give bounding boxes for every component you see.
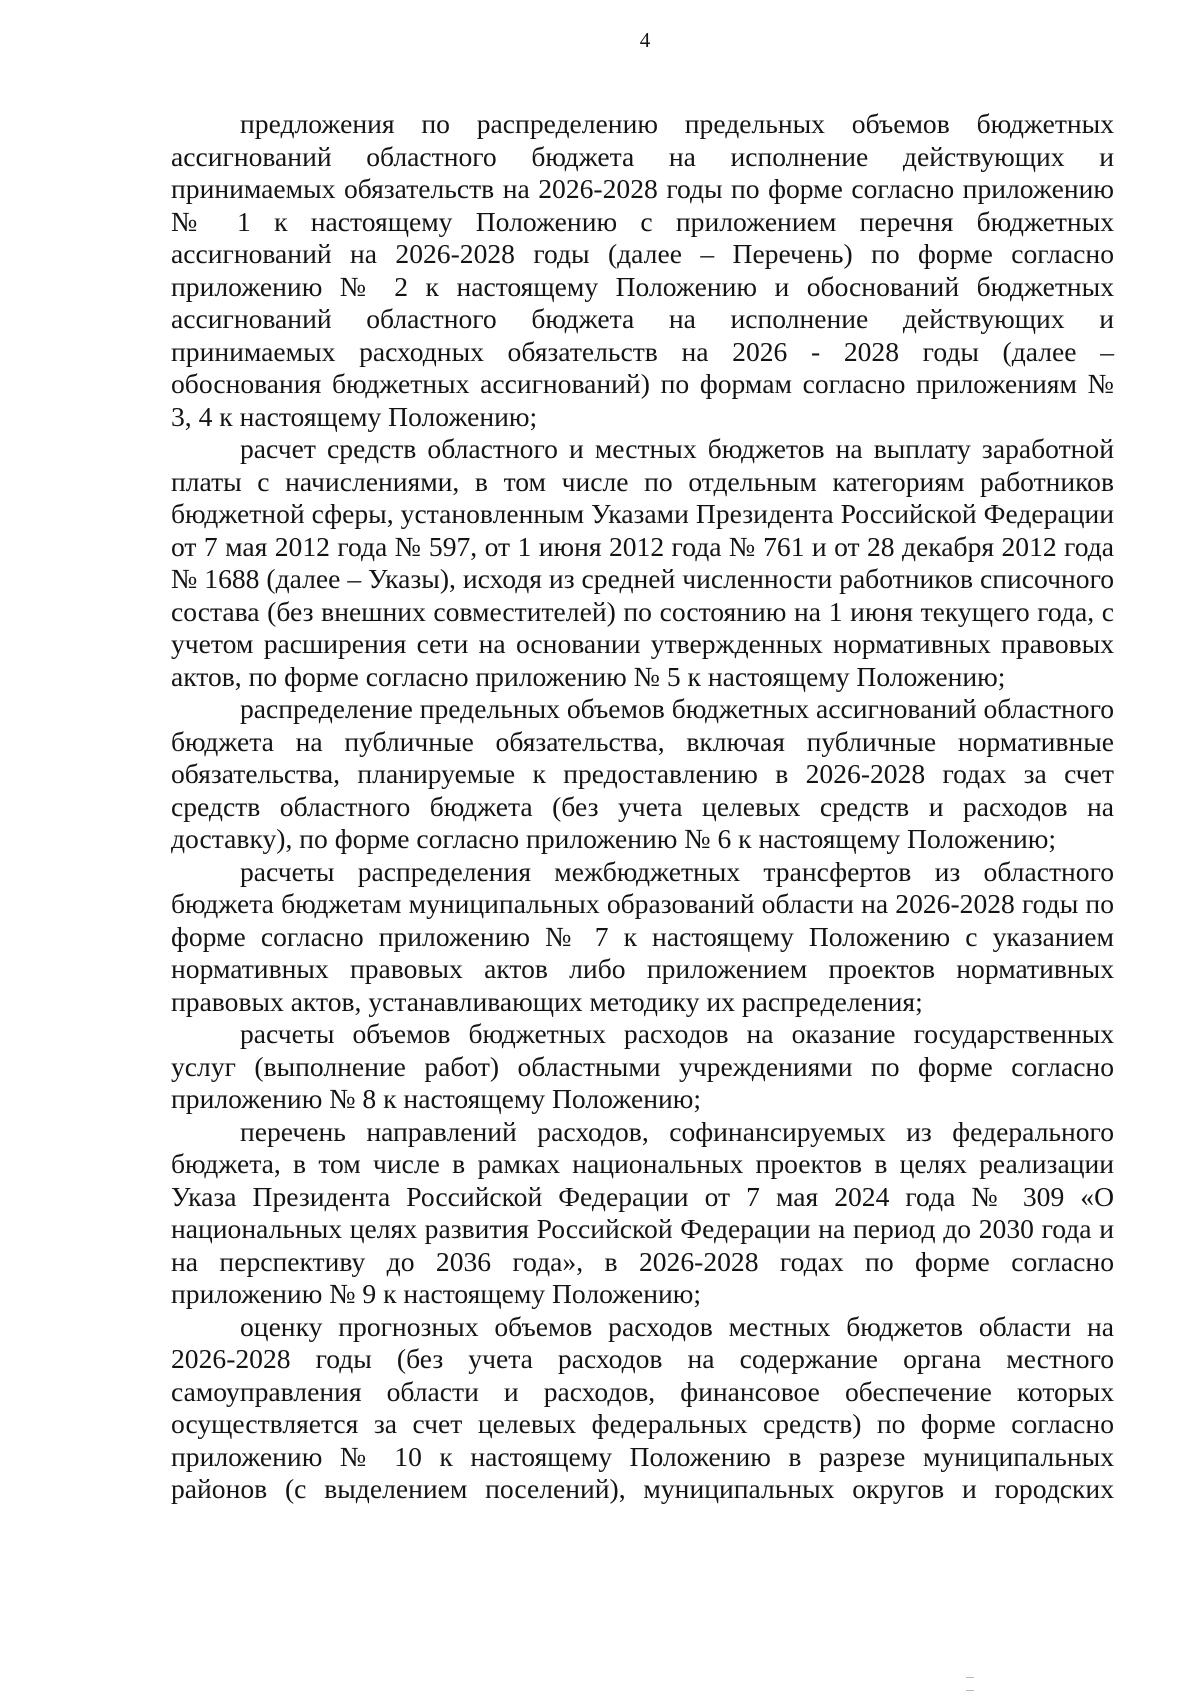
paragraph-state-services: расчеты объемов бюджетных расходов на оказание государственных услуг (выполнение работ) областными учреждениями по форме согласно приложению № 8 к настоящему Положению;: [171, 1018, 1114, 1114]
document-body: [171, 108, 1114, 1506]
paragraph-local-budget-forecast: оценку прогнозных объемов расходов местных бюджетов области на 2026-2028 годы (без учета расходов на содержание органа местного самоуправления области и расходов, финансовое обеспечение которых осуществляется за счет целевых федеральных средств) по форме согласно приложению № 10 к настоящему Положению в разрезе муниципальных районов (с выделением поселений), муниципальных округов и городских: [171, 1310, 1114, 1504]
paragraph-interbudget-transfers: расчеты распределения межбюджетных трансфертов из областного бюджета бюджетам муниципальных образований области на 2026-2028 годы по форме согласно приложению № 7 к настоящему Положению с указанием нормативных правовых актов либо приложением проектов нормативных правовых актов, устанавливающих методику их распределения;: [171, 855, 1114, 1017]
page-number: 4: [639, 28, 651, 52]
paragraph-salary-calculation: расчет средств областного и местных бюджетов на выплату заработной платы с начислениями, в том числе по отдельным категориям работников бюджетной сферы, установленным Указами Президента Российской Федерации от 7 мая 2012 года № 597, от 1 июня 2012 года № 761 и от 28 декабря 2012 года № 1688 (далее – Указы), исходя из средней численности работников списочного состава (без внешних совместителей) по состоянию на 1 июня текущего года, с учетом расширения сети на основании утвержденных нормативных правовых актов, по форме согласно приложению № 5 к настоящему Положению;: [171, 433, 1114, 692]
paragraph-cofinanced-expenses: перечень направлений расходов, софинансируемых из федерального бюджета, в том числе в рамках национальных проектов в целях реализации Указа Президента Российской Федерации от 7 мая 2024 года № 309 «О национальных целях развития Российской Федерации на период до 2030 года и на перспективу до 2036 года», в 2026-2028 годах по форме согласно приложению № 9 к настоящему Положению;: [171, 1115, 1114, 1309]
paragraph-budget-allocation-proposals: предложения по распределению предельных объемов бюджетных ассигнований областного бюджета на исполнение действующих и принимаемых обязательств на 2026-2028 годы по форме согласно приложению № 1 к настоящему Положению с приложением перечня бюджетных ассигнований на 2026-2028 годы (далее – Перечень) по форме согласно приложению № 2 к настоящему Положению и обоснований бюджетных ассигнований областного бюджета на исполнение действующих и принимаемых расходных обязательств на 2026 - 2028 годы (далее – обоснования бюджетных ассигнований) по формам согласно приложениям № 3, 4 к настоящему Положению;: [171, 108, 1114, 432]
scan-artifact: [966, 1677, 974, 1678]
paragraph-public-obligations: распределение предельных объемов бюджетных ассигнований областного бюджета на публичные обязательства, включая публичные нормативные обязательства, планируемые к предоставлению в 2026-2028 годах за счет средств областного бюджета (без учета целевых средств и расходов на доставку), по форме согласно приложению № 6 к настоящему Положению;: [171, 693, 1114, 854]
scan-artifact: [966, 1690, 974, 1691]
